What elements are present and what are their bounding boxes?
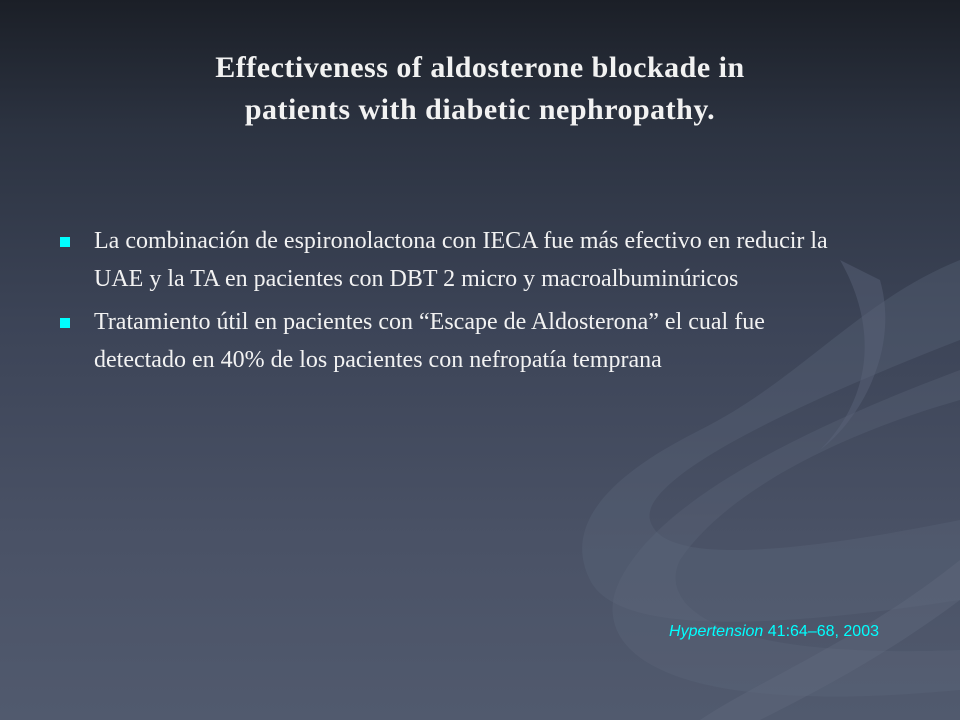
- bullet-text: Tratamiento útil en pacientes con “Escape de Aldosterona” el cual fue detectado en 40% de los pacientes con nefropatía temprana: [94, 309, 765, 373]
- bullet-item: [60, 303, 860, 379]
- bullet-item: [60, 222, 860, 298]
- bullet-list: [60, 222, 860, 384]
- bullet-text: La combinación de espironolactona con IECA fue más efectivo en reducir la UAE y la TA en pacientes con DBT 2 micro y macroalbuminúricos: [94, 228, 828, 292]
- slide-title-line-1: Effectiveness of aldosterone blockade in: [215, 51, 745, 84]
- citation: [669, 623, 879, 641]
- square-bullet-icon: [60, 237, 70, 247]
- slide-title: [60, 47, 900, 131]
- citation-journal: Hypertension: [669, 623, 764, 640]
- slide-title-line-2: patients with diabetic nephropathy.: [244, 93, 716, 126]
- citation-reference: 41:64–68, 2003: [767, 623, 879, 640]
- square-bullet-icon: [60, 318, 70, 328]
